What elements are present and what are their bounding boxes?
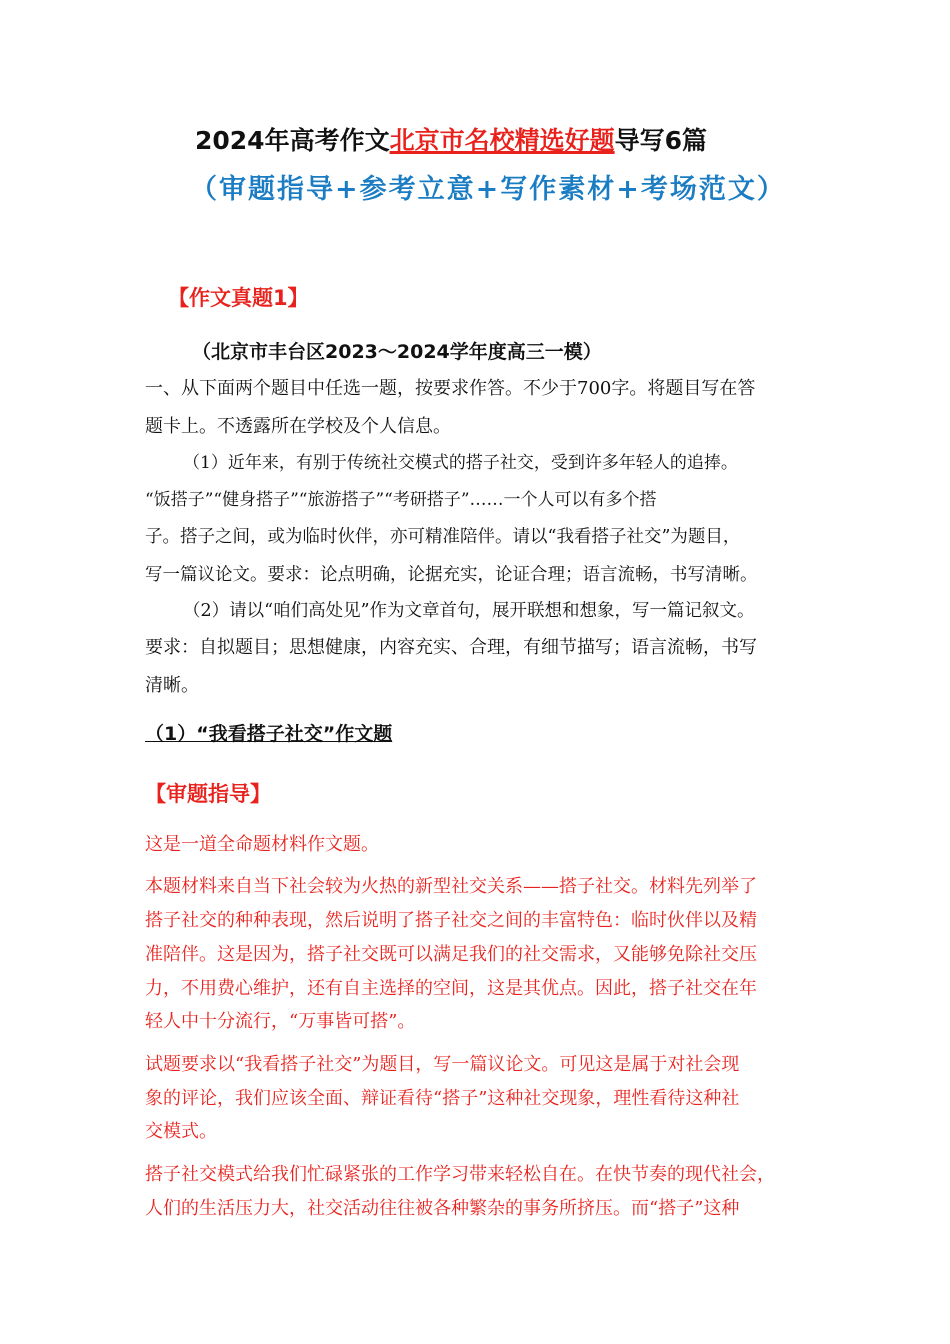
document-subtitle: （审题指导+参考立意+写作素材+考场范文） (190, 174, 786, 205)
guide-line: 试题要求以“我看搭子社交”为题目，写一篇议论文。可见这是属于对社会现 (145, 1054, 740, 1075)
guide-line: 象的评论，我们应该全面、辩证看待“搭子”这种社交现象，理性看待这种社 (145, 1088, 740, 1109)
guide-line: 准陪伴。这是因为，搭子社交既可以满足我们的社交需求，又能够免除社交压 (145, 944, 757, 965)
title-suffix: 导写6篇 (614, 126, 708, 155)
prompt-line: 子。搭子之间，或为临时伙伴，亦可精准陪伴。请以“我看搭子社交”为题目， (145, 527, 741, 547)
prompt-line: 要求：自拟题目；思想健康，内容充实、合理，有细节描写；语言流畅，书写 (145, 637, 757, 658)
guide-line: 这是一道全命题材料作文题。 (145, 834, 379, 855)
title-prefix: 2024年高考作文 (195, 126, 390, 155)
guide-line: 搭子社交模式给我们忙碌紧张的工作学习带来轻松自在。在快节奏的现代社会， (145, 1164, 775, 1185)
document-title (195, 125, 707, 157)
prompt-line: 一、从下面两个题目中任选一题，按要求作答。不少于700字。将题目写在答 (145, 378, 756, 399)
section-heading: 【作文真题1】 (168, 286, 309, 310)
prompt-line: （2）请以“咱们高处见”作为文章首句，展开联想和想象，写一篇记叙文。 (183, 601, 755, 621)
source-note: （北京市丰台区2023～2024学年度高三一模） (192, 341, 602, 363)
title-highlight: 北京市名校精选好题 (389, 126, 615, 155)
guide-line: 人们的生活压力大，社交活动往往被各种繁杂的事务所挤压。而“搭子”这种 (145, 1198, 740, 1219)
prompt-line: 写一篇议论文。要求：论点明确，论据充实，论证合理；语言流畅，书写清晰。 (145, 565, 758, 585)
prompt-line: “饭搭子”“健身搭子”“旅游搭子”“考研搭子”……一个人可以有多个搭 (145, 490, 657, 510)
prompt-line: 清晰。 (145, 675, 199, 696)
prompt-line: （1）近年来，有别于传统社交模式的搭子社交，受到许多年轻人的追捧。 (183, 453, 738, 473)
guide-line: 搭子社交的种种表现，然后说明了搭子社交之间的丰富特色：临时伙伴以及精 (145, 910, 757, 931)
prompt-line: 题卡上。不透露所在学校及个人信息。 (145, 416, 451, 437)
guide-line: 交模式。 (145, 1121, 217, 1142)
topic-heading: （1）“我看搭子社交”作文题 (145, 723, 393, 745)
guide-line: 轻人中十分流行，“万事皆可搭”。 (145, 1011, 416, 1032)
guide-heading: 【审题指导】 (145, 782, 271, 806)
guide-line: 本题材料来自当下社会较为火热的新型社交关系——搭子社交。材料先列举了 (145, 876, 757, 897)
guide-line: 力，不用费心维护，还有自主选择的空间，这是其优点。因此，搭子社交在年 (145, 978, 757, 999)
